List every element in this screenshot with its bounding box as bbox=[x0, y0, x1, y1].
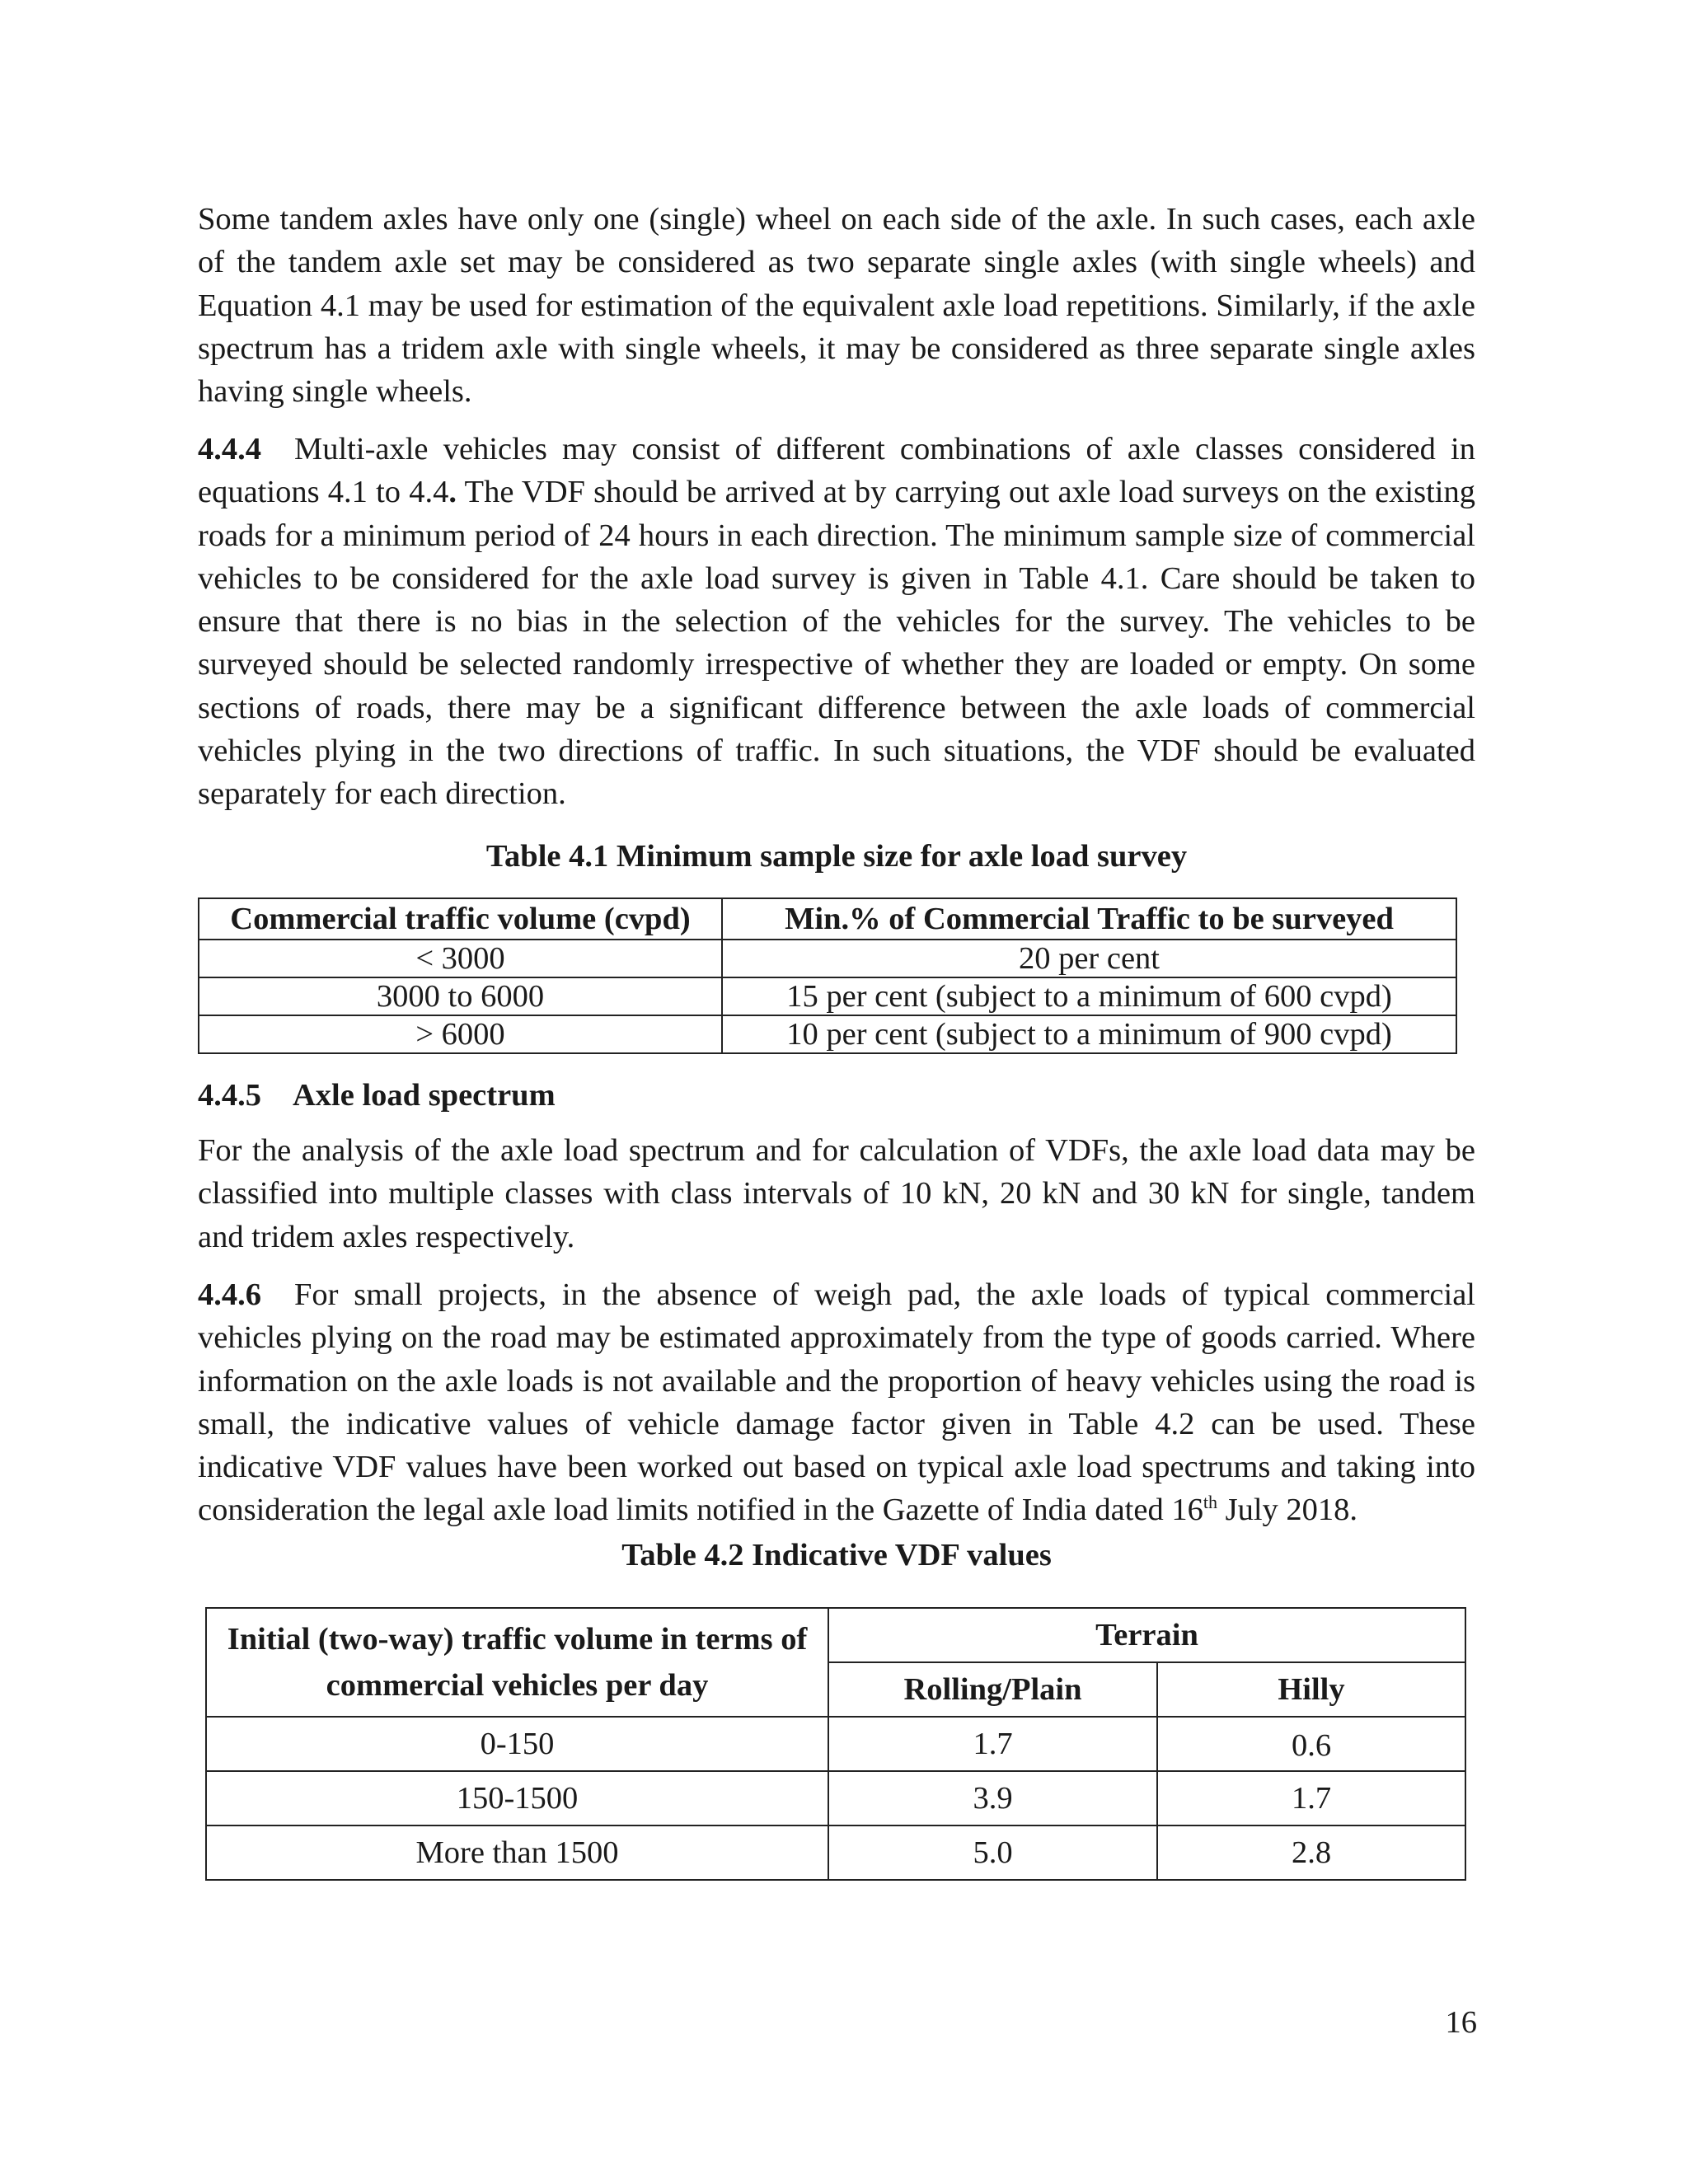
column-header-traffic-volume: Initial (two-way) traffic volume in terms of commercial vehicles per day bbox=[206, 1608, 828, 1717]
table-row bbox=[206, 1825, 1465, 1880]
paragraph-text-part-a: Multi-axle vehicles may consist of different combinations of axle classes considered in equations 4.1 to 4.4 bbox=[198, 432, 1475, 510]
table-cell: 15 per cent (subject to a minimum of 600 cvpd) bbox=[722, 977, 1456, 1015]
section-title: Axle load spectrum bbox=[293, 1078, 556, 1113]
section-heading-4-4-5 bbox=[198, 1076, 556, 1114]
table-cell: 20 per cent bbox=[722, 940, 1456, 977]
bold-period: . bbox=[448, 475, 457, 510]
table-4-1-caption: Table 4.1 Minimum sample size for axle load survey bbox=[485, 839, 1188, 874]
table-header-row bbox=[199, 898, 1456, 940]
page-number: 16 bbox=[1445, 2005, 1477, 2040]
table-header-row bbox=[206, 1608, 1465, 1662]
table-cell: 3000 to 6000 bbox=[199, 977, 722, 1015]
paragraph-text: For the analysis of the axle load spectrum and for calculation of VDFs, the axle load data may be classified into multiple classes with class intervals of 10 kN, 20 kN and 30 kN for single, tandem and tridem axles respectively. bbox=[198, 1133, 1475, 1254]
table-row bbox=[206, 1717, 1465, 1771]
table-row bbox=[206, 1771, 1465, 1825]
paragraph-text-part-b: July 2018. bbox=[1217, 1493, 1358, 1528]
table-cell: 5.0 bbox=[828, 1825, 1157, 1880]
table-cell: 0-150 bbox=[206, 1717, 828, 1771]
table-cell: 10 per cent (subject to a minimum of 900 cvpd) bbox=[722, 1015, 1456, 1053]
table-row bbox=[199, 940, 1456, 977]
paragraph-text: Some tandem axles have only one (single) wheel on each side of the axle. In such cases, each axle of the tandem axle set may be considered as two separate single axles (with single wheels) and Equation 4.1 may be used for estimation of the equivalent axle load repetitions. Similarly, if the axle spectrum has a tridem axle with single wheels, it may be considered as three separate single axles having single wheels. bbox=[198, 202, 1475, 410]
table-4-2-caption: Table 4.2 Indicative VDF values bbox=[621, 1538, 1052, 1572]
table-cell: 150-1500 bbox=[206, 1771, 828, 1825]
section-number: 4.4.4 bbox=[198, 432, 261, 466]
table-cell: 3.9 bbox=[828, 1771, 1157, 1825]
table-cell: More than 1500 bbox=[206, 1825, 828, 1880]
paragraph-4-4-4 bbox=[198, 428, 1475, 816]
table-row bbox=[199, 1015, 1456, 1053]
table-4-2 bbox=[205, 1607, 1466, 1881]
column-header: Min.% of Commercial Traffic to be surveyed bbox=[722, 898, 1456, 940]
paragraph-4-4-6 bbox=[198, 1273, 1475, 1532]
table-cell: 1.7 bbox=[1157, 1771, 1465, 1825]
column-header-hilly: Hilly bbox=[1157, 1662, 1465, 1717]
paragraph-axle-load-spectrum bbox=[198, 1129, 1475, 1258]
column-header-rolling-plain: Rolling/Plain bbox=[828, 1662, 1157, 1717]
table-row bbox=[199, 977, 1456, 1015]
table-cell: 2.8 bbox=[1157, 1825, 1465, 1880]
paragraph-text-part-b: The VDF should be arrived at by carrying out axle load surveys on the existing roads for a minimum period of 24 hours in each direction. The minimum sample size of commercial vehicles to be considered for the axle load survey is given in Table 4.1. Care should be taken to ensure that there is no bias in the selection of the vehicles for the survey. The vehicles to be surveyed should be selected randomly irrespective of whether they are loaded or empty. On some sections of roads, there may be a significant difference between the axle loads of commercial vehicles plying in the two directions of traffic. In such situations, the VDF should be evaluated separately for each direction. bbox=[198, 475, 1475, 812]
column-header: Commercial traffic volume (cvpd) bbox=[199, 898, 722, 940]
table-cell: 0.6 bbox=[1157, 1717, 1465, 1771]
column-header-terrain: Terrain bbox=[828, 1608, 1465, 1662]
table-4-1 bbox=[198, 898, 1457, 1054]
section-number: 4.4.6 bbox=[198, 1277, 261, 1312]
paragraph-tandem-axles bbox=[198, 198, 1475, 413]
table-cell: < 3000 bbox=[199, 940, 722, 977]
superscript-th: th bbox=[1203, 1492, 1217, 1513]
paragraph-text-part-a: For small projects, in the absence of weigh pad, the axle loads of typical commercial vehicles plying on the road may be estimated approximately from the type of goods carried. Where information on the axle loads is not available and the proportion of heavy vehicles using the road is small, the indicative values of vehicle damage factor given in Table 4.2 can be used. These indicative VDF values have been worked out based on typical axle load spectrums and taking into consideration the legal axle load limits notified in the Gazette of India dated 16 bbox=[198, 1277, 1475, 1528]
section-number: 4.4.5 bbox=[198, 1078, 261, 1113]
table-cell: > 6000 bbox=[199, 1015, 722, 1053]
table-cell: 1.7 bbox=[828, 1717, 1157, 1771]
